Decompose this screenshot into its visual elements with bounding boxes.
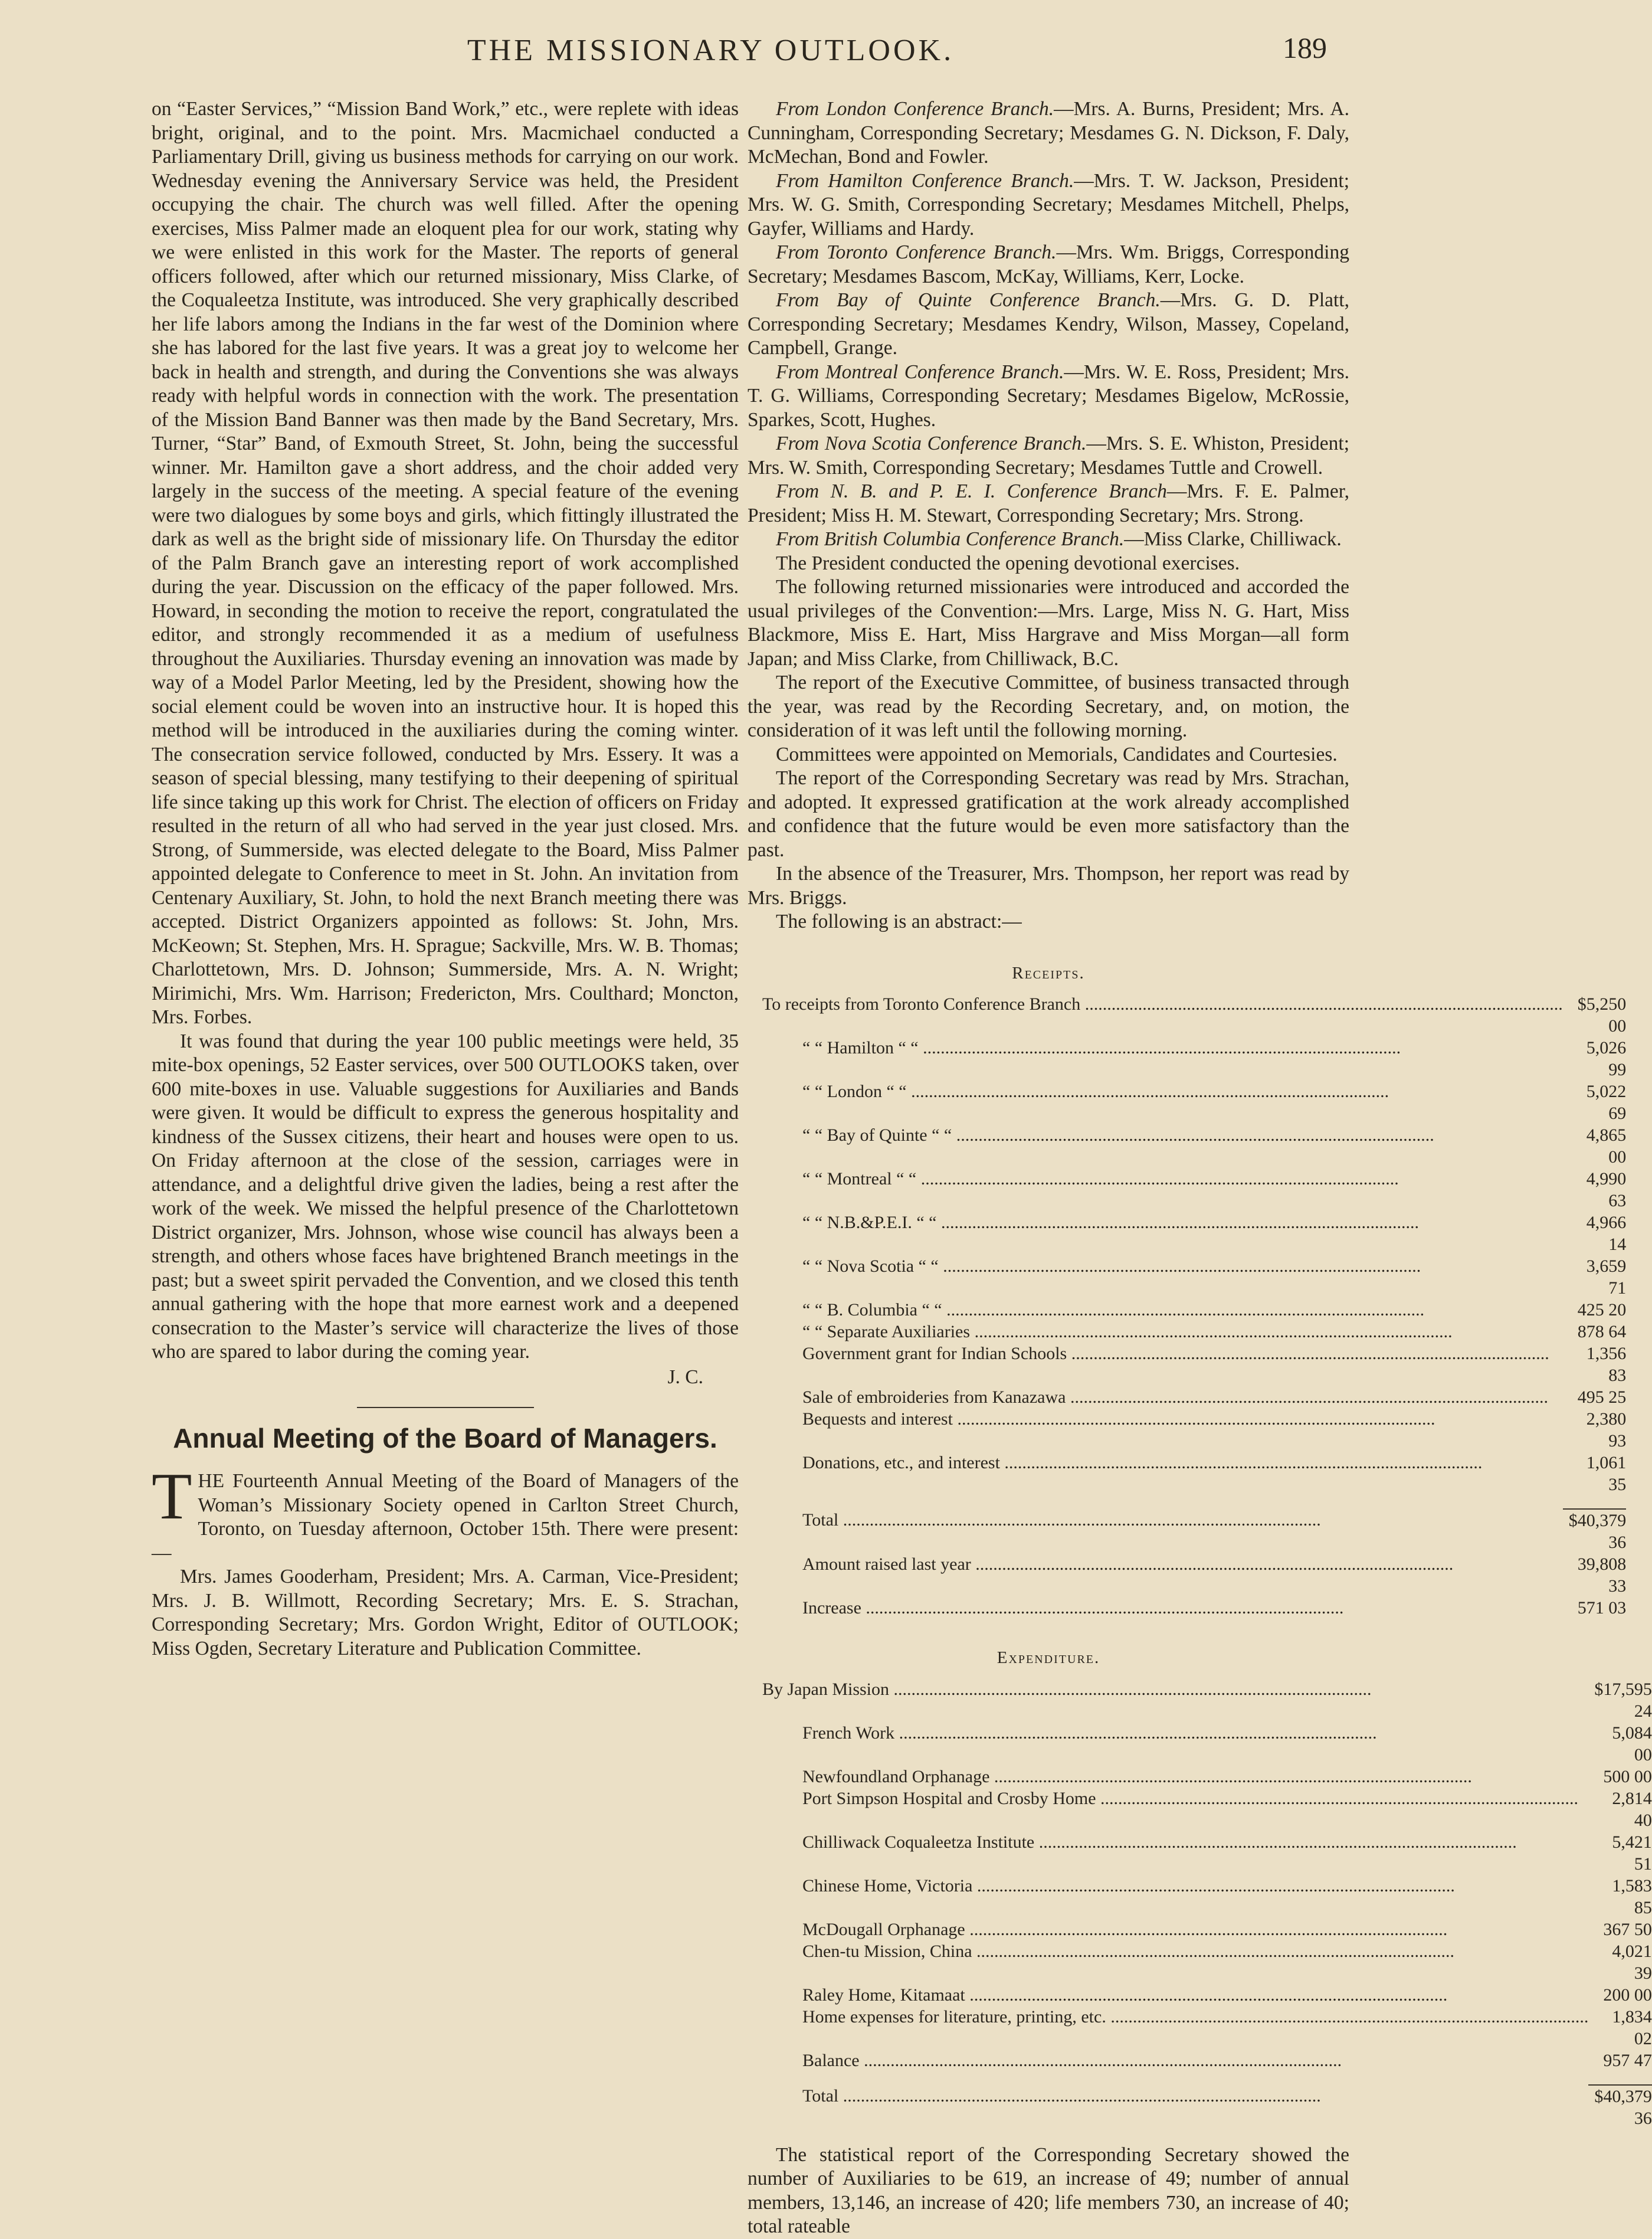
branch-delegates: —Miss Clarke, Chilliwack. [1124,528,1342,550]
receipt-row [762,1452,1626,1495]
branch-delegates: —Mrs. S. E. Whiston, President; Mrs. W. Smith, Corresponding Secretary; Mesdames Tuttle and Crowell. [748,433,1349,479]
expenditure-row-label: Home expenses for literature, printing, etc. ..... [762,2006,1588,2050]
receipt-row-amount: 4,966 14 [1586,1213,1627,1254]
receipt-row-amount: 3,659 71 [1586,1256,1627,1298]
receipt-row [762,1212,1626,1255]
proceedings-paragraph: The following is an abstract:— [776,911,1022,932]
branch-delegates: —Mrs. W. E. Ross, President; Mrs. T. G. Williams, Corresponding Secretary; Mesdames Bigelow, McRossie, Sparkes, Scott, Hughes. [748,361,1349,431]
proceedings [748,552,1349,934]
officers-paragraph: Mrs. James Gooderham, President; Mrs. A. Carman, Vice-President; Mrs. J. B. Willmott, Recording Secretary; Mrs. E. S. Strachan, Corresponding Secretary; Mrs. Gordon Wright, Editor of OUTLOOK; Miss Ogden, Secretary Literature and Publication Committee. [152,1566,739,1659]
expenditure-row-label: Raley Home, Kitamaat ..... [762,1984,1588,2006]
expenditure-row-label: Chen-tu Mission, China ..... [762,1940,1588,1984]
receipt-row-label: “ “ Nova Scotia “ “ ..... [762,1255,1563,1299]
branch-name: From London Conference Branch. [776,98,1054,120]
expenditure-row-amount: 957 47 [1603,2050,1652,2070]
left-column [152,97,739,1661]
branch-delegates: —Mrs. A. Burns, President; Mrs. A. Cunningham, Corresponding Secretary; Mesdames G. N. Dickson, F. Daly, McMechan, Bond and Fowler. [748,98,1349,168]
receipt-row-label: To receipts from Toronto Conference Branch ..... [762,993,1563,1037]
branch-name: From Bay of Quinte Conference Branch. [776,289,1161,311]
last-year-row [762,1553,1626,1597]
expenditure-total-label: Total ..... [762,2085,1588,2129]
drop-cap: T [152,1460,192,1533]
receipt-row-label: Bequests and interest ..... [762,1408,1563,1452]
expenditure-row-amount: 1,583 85 [1612,1875,1652,1917]
signature: J. C. [667,1366,703,1388]
expenditure-row-amount: 200 00 [1603,1985,1652,2005]
receipt-row-amount: 1,356 83 [1586,1344,1627,1385]
branch-delegation [748,241,1349,289]
expenditure-table [762,1678,1652,2129]
expenditure-row [762,2050,1652,2071]
article-intro-paragraph [152,1460,739,1565]
expenditure-row-label: By Japan Mission ..... [762,1678,1588,1722]
branch-delegates: —Mrs. G. D. Platt, Corresponding Secretary; Mesdames Kendry, Wilson, Massey, Copeland, Campbell, Grange. [748,289,1349,359]
expenditure-row-amount: $17,595 24 [1594,1679,1652,1721]
expenditure-row-label: Port Simpson Hospital and Crosby Home ..... [762,1788,1588,1831]
expenditure-row [762,1875,1652,1919]
proceedings-paragraph: The following returned missionaries were introduced and accorded the usual privileges of the Convention:—Mrs. Large, Miss N. G. Hart, Miss Blackmore, Miss E. Hart, Miss Hargrave and Miss Morgan—all form Japan; and Miss Clarke, from Chilliwack, B.C. [748,576,1349,670]
receipt-row-amount: 878 64 [1577,1322,1627,1341]
receipt-row [762,1037,1626,1081]
receipt-row [762,1255,1626,1299]
branch-delegation [748,432,1349,480]
receipt-row-amount: 5,022 69 [1586,1082,1627,1123]
expenditure-row-amount: 500 00 [1603,1766,1652,1786]
receipt-row [762,993,1626,1037]
branch-delegates: —Mrs. F. E. Palmer, President; Miss H. M. Stewart, Corresponding Secretary; Mrs. Strong. [748,480,1349,526]
branch-delegation [748,97,1349,169]
expenditure-row-amount: 5,421 51 [1612,1832,1652,1874]
right-column [748,97,1652,2239]
branch-delegation [748,528,1349,552]
branch-delegates: —Mrs. T. W. Jackson, President; Mrs. W. G. Smith, Corresponding Secretary; Mesdames Mitchell, Phelps, Gayfer, Williams and Hardy. [748,169,1350,240]
branch-delegation [748,169,1349,241]
branch-list [748,97,1349,552]
receipt-row [762,1168,1626,1212]
receipt-row-amount: $5,250 00 [1577,994,1627,1036]
expenditure-total-row [762,2085,1652,2129]
increase-label: Increase ..... [762,1597,1563,1619]
receipts-total-label: Total ..... [762,1509,1563,1553]
branch-delegates: —Mrs. Wm. Briggs, Corresponding Secretary; Mesdames Bascom, McKay, Williams, Kerr, Locke. [748,241,1349,287]
receipt-row-label: “ “ Montreal “ “ ..... [762,1168,1563,1212]
expenditure-row-amount: 367 50 [1603,1919,1652,1939]
expenditure-row-label: Balance ..... [762,2050,1588,2071]
proceedings-paragraph: The President conducted the opening devotional exercises. [776,552,1240,574]
receipt-row [762,1408,1626,1452]
running-header [0,28,1421,76]
branch-name: From Hamilton Conference Branch. [776,169,1074,192]
last-year-label: Amount raised last year ..... [762,1553,1563,1597]
increase-row [762,1597,1626,1619]
report-paragraph: It was found that during the year 100 public meetings were held, 35 mite-box openings, 52 Easter services, over 500 OUTLOOKS taken, over 600 mite-boxes in use. Valuable suggestions for Auxiliaries and Bands were given. It would be difficult to express the generous hospitality and kindness of the Sussex citizens, their heart and houses were open to us. On Friday afternoon at the close of the session, carriages were in attendance, and a delightful drive given the ladies, being a rest after the work of the week. We missed the helpful presence of the Charlottetown District organizer, Mrs. Johnson, whose wise council has always been a strength, and others whose faces have brightened Branch meetings in the past; but a sweet spirit pervaded the Convention, and we closed this tenth annual gathering with the hope that more earnest work and a deepened consecration to the Master’s service will characterize the lives of those who are spared to labor during the coming year. [152,1030,739,1363]
receipt-row [762,1124,1626,1168]
branch-delegation [748,289,1349,361]
expenditure-row [762,1831,1652,1875]
receipt-row-label: Government grant for Indian Schools ..... [762,1343,1563,1386]
expenditure-row-amount: 4,021 39 [1612,1941,1652,1983]
expenditure-row [762,1940,1652,1984]
receipts-total-amount: $40,379 36 [1563,1509,1627,1553]
receipt-row-label: “ “ Separate Auxiliaries ..... [762,1321,1563,1343]
expenditure-row [762,1984,1652,2006]
expenditure-total-amount: $40,379 36 [1588,2085,1652,2129]
proceedings-paragraph: Committees were appointed on Memorials, Candidates and Courtesies. [776,743,1338,765]
receipt-row-amount: 495 25 [1577,1387,1627,1407]
expenditure-row-amount: 2,814 40 [1612,1788,1652,1830]
proceedings-paragraph: The report of the Corresponding Secretary was read by Mrs. Strachan, and adopted. It expressed gratification at the work already accomplished and confidence that the future would be even more satisfactory than the past. [748,767,1349,861]
receipt-row-label: “ “ B. Columbia “ “ ..... [762,1299,1563,1321]
expenditure-row [762,1678,1652,1722]
branch-name: From British Columbia Conference Branch. [776,528,1125,550]
branch-name: From Toronto Conference Branch. [776,241,1057,263]
branch-name: From Montreal Conference Branch. [776,361,1064,383]
receipt-row-label: Sale of embroideries from Kanazawa ..... [762,1386,1563,1408]
last-year-amount: 39,808 33 [1577,1554,1627,1596]
receipt-row [762,1386,1626,1408]
receipt-row-label: “ “ London “ “ ..... [762,1081,1563,1124]
receipt-row-amount: 425 20 [1577,1300,1627,1320]
expenditure-row [762,1766,1652,1788]
branch-name: From N. B. and P. E. I. Conference Branch [776,480,1167,502]
expenditure-row-label: Chilliwack Coqualeetza Institute ..... [762,1831,1588,1875]
receipt-row-label: “ “ Hamilton “ “ ..... [762,1037,1563,1081]
section-divider [357,1407,534,1408]
branch-delegation [748,480,1349,528]
receipt-row-amount: 4,865 00 [1586,1125,1627,1167]
page-number: 189 [1283,31,1327,64]
increase-amount: 571 03 [1577,1598,1627,1618]
receipts-total-row [762,1509,1626,1553]
statistical-paragraph: The statistical report of the Corresponding Secretary showed the number of Auxiliaries to be 619, an increase of 49; number of annual members, 13,146, an increase of 420; life members 730, an increase of 40; total rateable [748,2143,1349,2237]
receipt-row-amount: 1,061 35 [1586,1453,1627,1494]
journal-title: THE MISSIONARY OUTLOOK. [467,34,955,67]
receipt-row-label: Donations, etc., and interest ..... [762,1452,1563,1495]
receipt-row-amount: 4,990 63 [1586,1169,1627,1210]
expenditure-row-amount: 1,834 02 [1612,2006,1652,2048]
report-paragraph: on “Easter Services,” “Mission Band Work,” etc., were replete with ideas bright, original, and to the point. Mrs. Macmichael conducted a Parliamentary Drill, giving us business methods for carrying on our work. Wednesday evening the Anniversary Service was held, the President occupying the chair. The church was well filled. After the opening exercises, Miss Palmer made an eloquent plea for our work, stating why we were enlisted in this work for the Master. The reports of general officers followed, after which our returned missionary, Miss Clarke, of the Coqualeetza Institute, was introduced. She very graphically described her life labors among the Indians in the far west of the Dominion where she has labored for the last five years. It was a great joy to welcome her back in health and strength, and during the Conventions she was always ready with helpful words in connection with the work. The presentation of the Mission Band Banner was then made by the Band Secretary, Mrs. Turner, “Star” Band, of Exmouth Street, St. John, being the successful winner. Mr. Hamilton gave a short address, and the choir added very largely in the success of the meeting. A special feature of the evening were two dialogues by some boys and girls, which fittingly illustrated the dark as well as the bright side of missionary life. On Thursday the editor of the Palm Branch gave an interesting report of work accomplished during the year. Discussion on the efficacy of the paper followed. Mrs. Howard, in seconding the motion to receive the report, congratulated the editor, and strongly recommended it as a medium of usefulness throughout the Auxiliaries. Thursday evening an innovation was made by way of a Model Parlor Meeting, led by the President, showing how the social element could be woven into an instructive hour. It is hoped this method will be introduced in the auxiliaries during the coming winter. The consecration service followed, conducted by Mrs. Essery. It was a season of special blessing, many testifying to their deepening of spiritual life since taking up this work for Christ. The election of officers on Friday resulted in the return of all who had served in the year just closed. Mrs. Strong, of Summerside, was elected delegate to the Board, Miss Palmer appointed delegate to Conference to meet in St. John. An invitation from Centenary Auxiliary, St. John, to hold the next Branch meeting there was accepted. District Organizers appointed as follows: St. John, Mrs. McKeown; St. Stephen, Mrs. H. Sprague; Sackville, Mrs. W. B. Thomas; Charlottetown, Mrs. D. Johnson; Summerside, Mrs. A. N. Wright; Mirimichi, Mrs. Wm. Harrison; Fredericton, Mrs. Coulthard; Moncton, Mrs. Forbes. [152,98,739,1028]
receipt-row-amount: 2,380 93 [1586,1409,1627,1451]
article-intro: HE Fourteenth Annual Meeting of the Board of Managers of the Woman’s Missionary Society opened in Carlton Street Church, Toronto, on Tuesday afternoon, October 15th. There were present:— [152,1470,739,1564]
expenditure-row-label: Newfoundland Orphanage ..... [762,1766,1588,1788]
expenditure-row-amount: 5,084 00 [1612,1723,1652,1765]
article-title: Annual Meeting of the Board of Managers. [173,1423,717,1454]
receipt-row [762,1321,1626,1343]
expenditure-row-label: McDougall Orphanage ..... [762,1919,1588,1940]
proceedings-paragraph: In the absence of the Treasurer, Mrs. Thompson, her report was read by Mrs. Briggs. [748,863,1349,909]
receipt-row-label: “ “ Bay of Quinte “ “ ..... [762,1124,1563,1168]
receipt-row [762,1299,1626,1321]
receipts-table [762,993,1626,1619]
expenditure-heading: Expenditure. [997,1648,1100,1667]
expenditure-row [762,2006,1652,2050]
receipt-row [762,1081,1626,1124]
receipt-row-amount: 5,026 99 [1586,1038,1627,1079]
branch-delegation [748,361,1349,433]
expenditure-row [762,1788,1652,1831]
receipt-row-label: “ “ N.B.&P.E.I. “ “ ..... [762,1212,1563,1255]
expenditure-row [762,1722,1652,1766]
proceedings-paragraph: The report of the Executive Committee, of business transacted through the year, was read by the Recording Secretary, and, on motion, the consideration of it was left until the following morning. [748,672,1349,741]
receipt-row [762,1343,1626,1386]
branch-name: From Nova Scotia Conference Branch. [776,433,1087,454]
expenditure-row-label: French Work ..... [762,1722,1588,1766]
expenditure-row-label: Chinese Home, Victoria ..... [762,1875,1588,1919]
expenditure-row [762,1919,1652,1940]
receipts-heading: Receipts. [1012,963,1085,983]
